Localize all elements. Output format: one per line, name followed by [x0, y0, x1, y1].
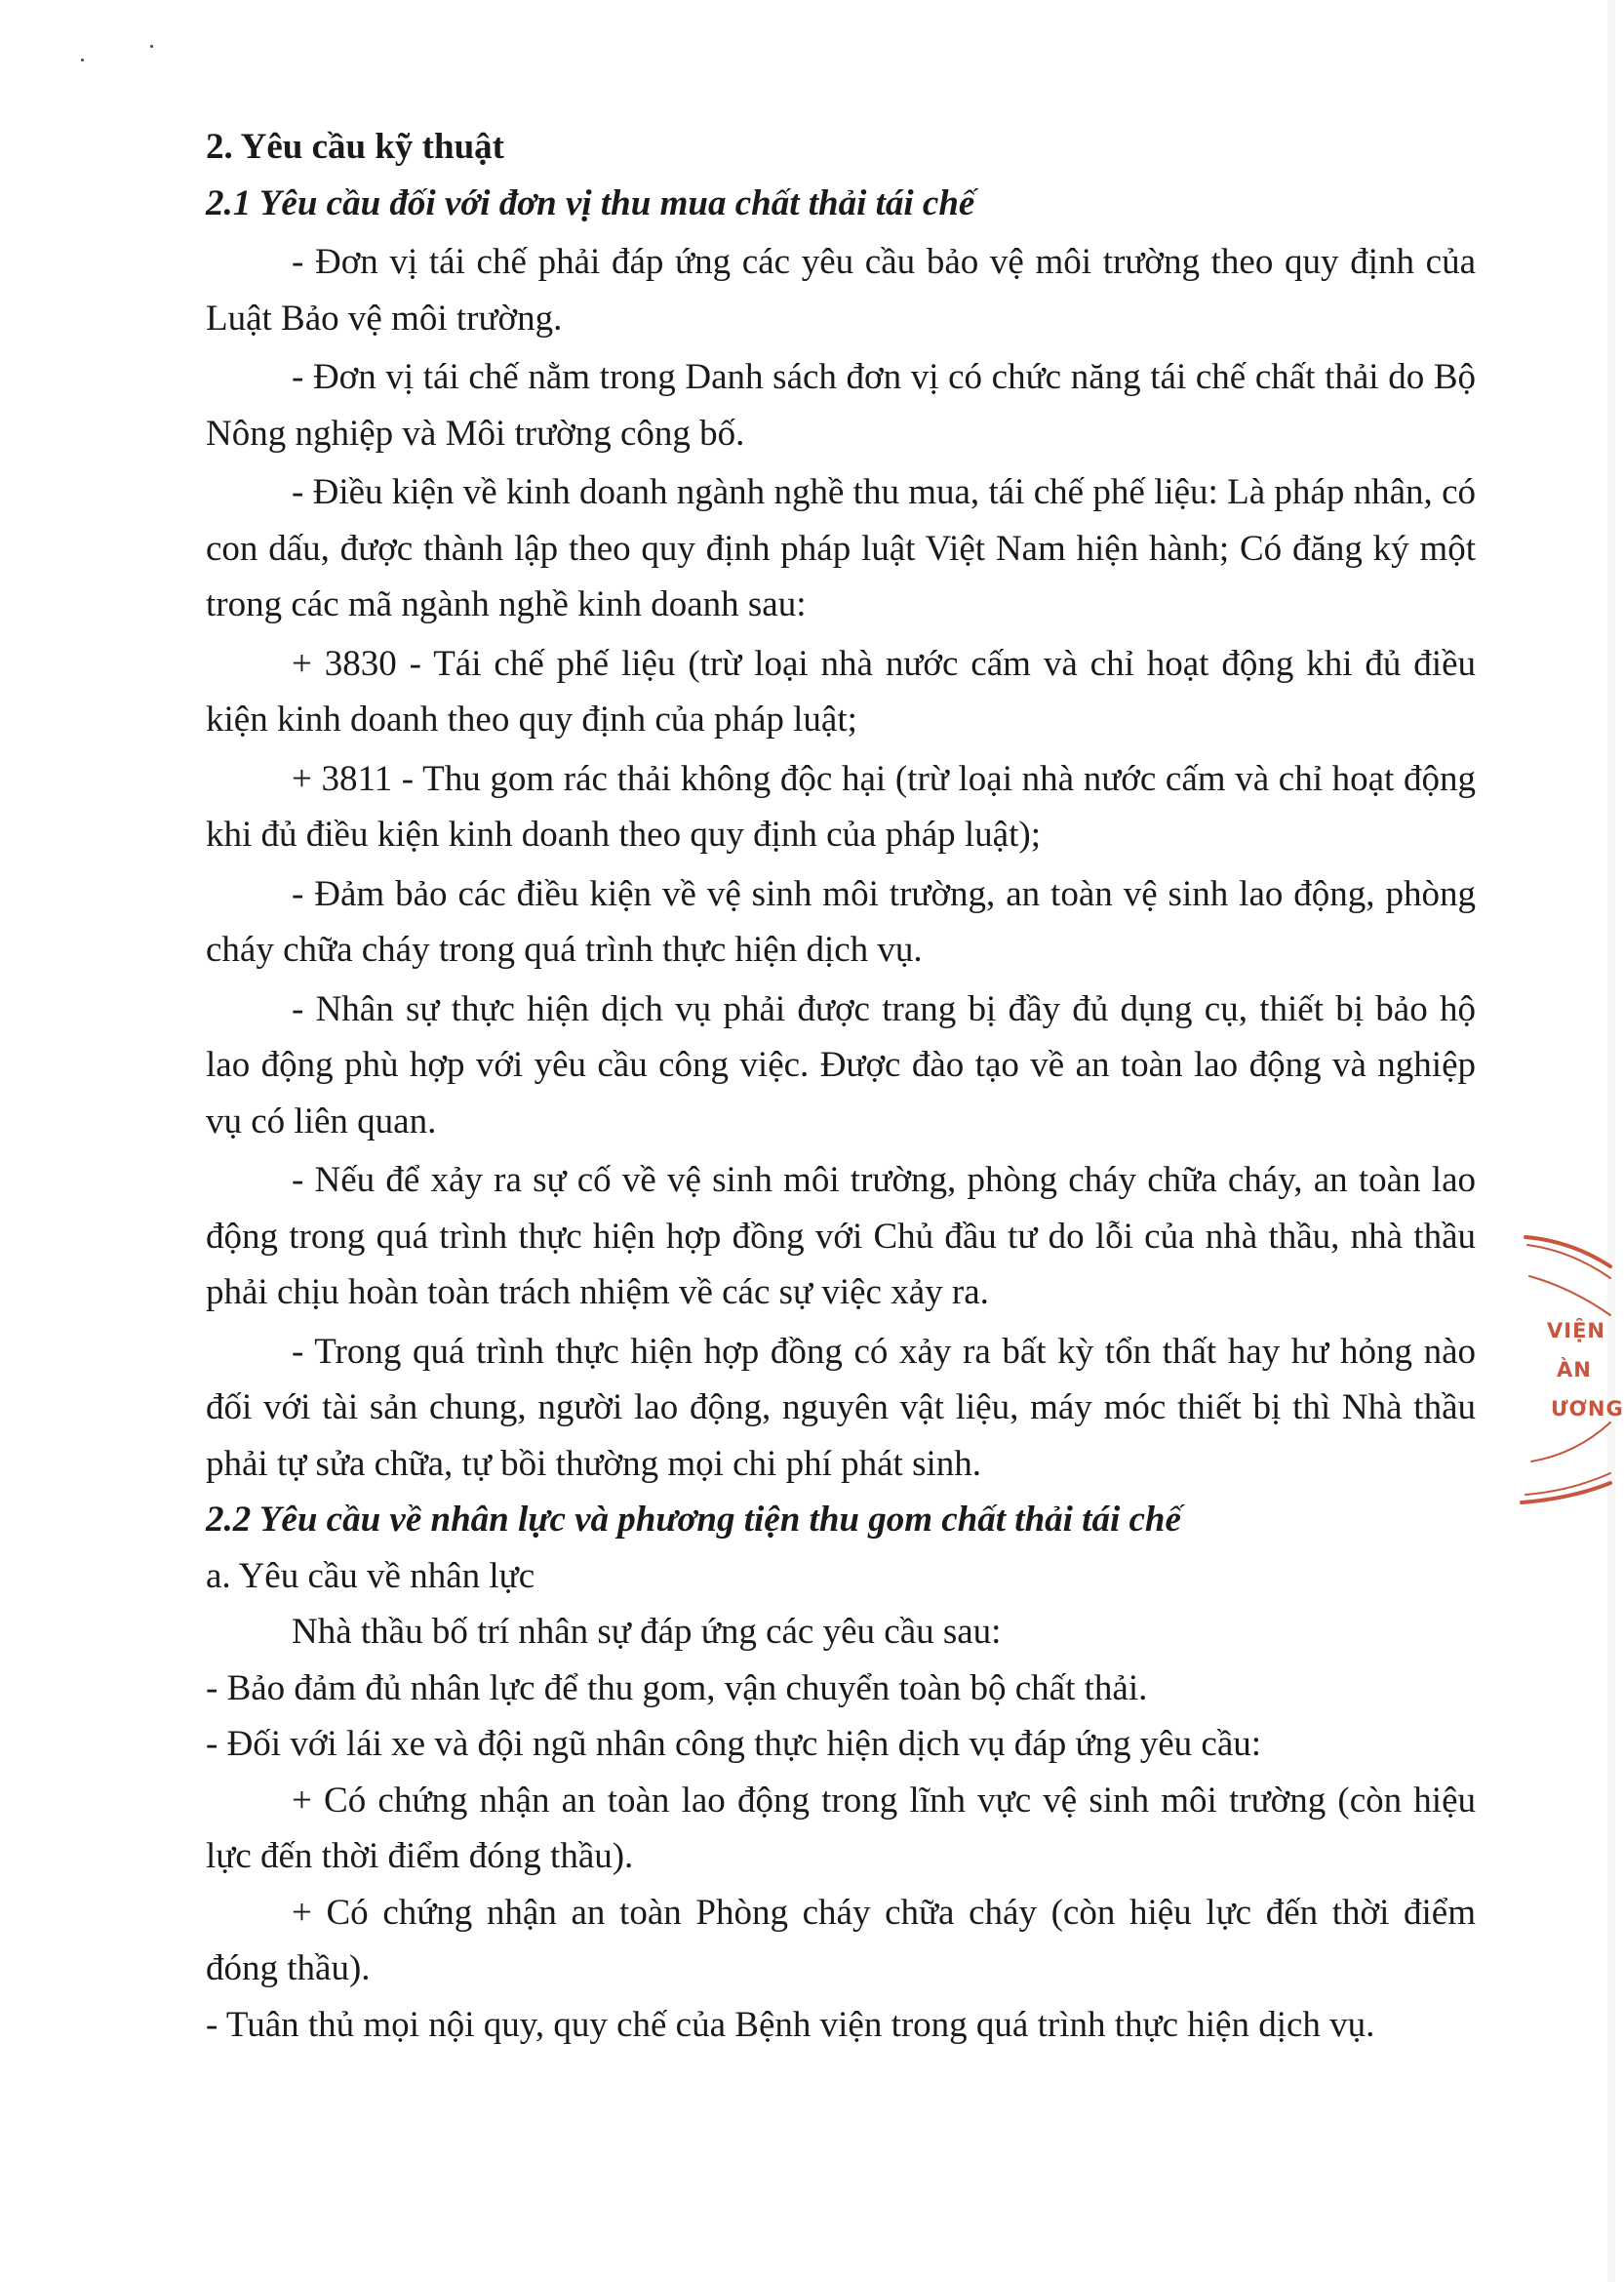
document-page	[206, 119, 1476, 2053]
subsection-title-2-2: 2.2 Yêu cầu về nhân lực và phương tiện thu gom chất thải tái chế	[206, 1500, 1181, 1540]
paragraph: Nhà thầu bố trí nhân sự đáp ứng các yêu cầu sau:	[292, 1612, 1002, 1652]
stamp-text-line: VIỆN	[1547, 1319, 1605, 1342]
paragraph: - Đơn vị tái chế nằm trong Danh sách đơn vị có chức năng tái chế chất thải do Bộ Nông nghiệp và Môi trường công bố.	[206, 357, 1476, 454]
list-item: + Có chứng nhận an toàn lao động trong lĩnh vực vệ sinh môi trường (còn hiệu lực đến thời điểm đóng thầu).	[206, 1780, 1476, 1876]
subsection-title-2-1: 2.1 Yêu cầu đối với đơn vị thu mua chất thải tái chế	[206, 182, 975, 223]
official-stamp	[1518, 1210, 1624, 1522]
paragraph: - Đảm bảo các điều kiện về vệ sinh môi trường, an toàn vệ sinh lao động, phòng cháy chữa cháy trong quá trình thực hiện dịch vụ.	[206, 873, 1476, 970]
section-heading: 2. Yêu cầu kỹ thuật	[206, 127, 504, 167]
scan-speck	[81, 59, 84, 61]
paragraph: - Nhân sự thực hiện dịch vụ phải được trang bị đầy đủ dụng cụ, thiết bị bảo hộ lao động phù hợp với yêu cầu công việc. Được đào tạo về an toàn lao động và nghiệp vụ có liên quan.	[206, 988, 1476, 1141]
paragraph: - Điều kiện về kinh doanh ngành nghề thu mua, tái chế phế liệu: Là pháp nhân, có con dấu, được thành lập theo quy định pháp luật Việt Nam hiện hành; Có đăng ký một trong các mã ngành nghề kinh doanh sau:	[206, 472, 1476, 624]
page-edge	[1607, 0, 1615, 2282]
list-item: + 3830 - Tái chế phế liệu (trừ loại nhà nước cấm và chỉ hoạt động khi đủ điều kiện kinh doanh theo quy định của pháp luật;	[206, 643, 1476, 740]
subsection-a-title: a. Yêu cầu về nhân lực	[206, 1555, 535, 1596]
list-item: + Có chứng nhận an toàn Phòng cháy chữa cháy (còn hiệu lực đến thời điểm đóng thầu).	[206, 1892, 1476, 1988]
list-item: - Bảo đảm đủ nhân lực để thu gom, vận chuyển toàn bộ chất thải.	[206, 1667, 1148, 1708]
paragraph: - Đơn vị tái chế phải đáp ứng các yêu cầu bảo vệ môi trường theo quy định của Luật Bảo vệ môi trường.	[206, 242, 1476, 339]
paragraph: - Trong quá trình thực hiện hợp đồng có xảy ra bất kỳ tổn thất hay hư hỏng nào đối với tài sản chung, người lao động, nguyên vật liệu, máy móc thiết bị thì Nhà thầu phải tự sửa chữa, tự bồi thường mọi chi phí phát sinh.	[206, 1331, 1476, 1484]
list-item: - Tuân thủ mọi nội quy, quy chế của Bệnh viện trong quá trình thực hiện dịch vụ.	[206, 2004, 1375, 2045]
list-item: + 3811 - Thu gom rác thải không độc hại (trừ loại nhà nước cấm và chỉ hoạt động khi đủ điều kiện kinh doanh theo quy định của pháp luật);	[206, 758, 1476, 855]
paragraph: - Nếu để xảy ra sự cố về vệ sinh môi trường, phòng cháy chữa cháy, an toàn lao động trong quá trình thực hiện hợp đồng với Chủ đầu tư do lỗi của nhà thầu, nhà thầu phải chịu hoàn toàn trách nhiệm về các sự việc xảy ra.	[206, 1160, 1476, 1312]
list-item: - Đối với lái xe và đội ngũ nhân công thực hiện dịch vụ đáp ứng yêu cầu:	[206, 1724, 1262, 1764]
scan-speck	[150, 45, 153, 48]
stamp-text-line: ƯƠNG	[1551, 1397, 1624, 1421]
stamp-text-line: ÀN	[1557, 1358, 1592, 1381]
